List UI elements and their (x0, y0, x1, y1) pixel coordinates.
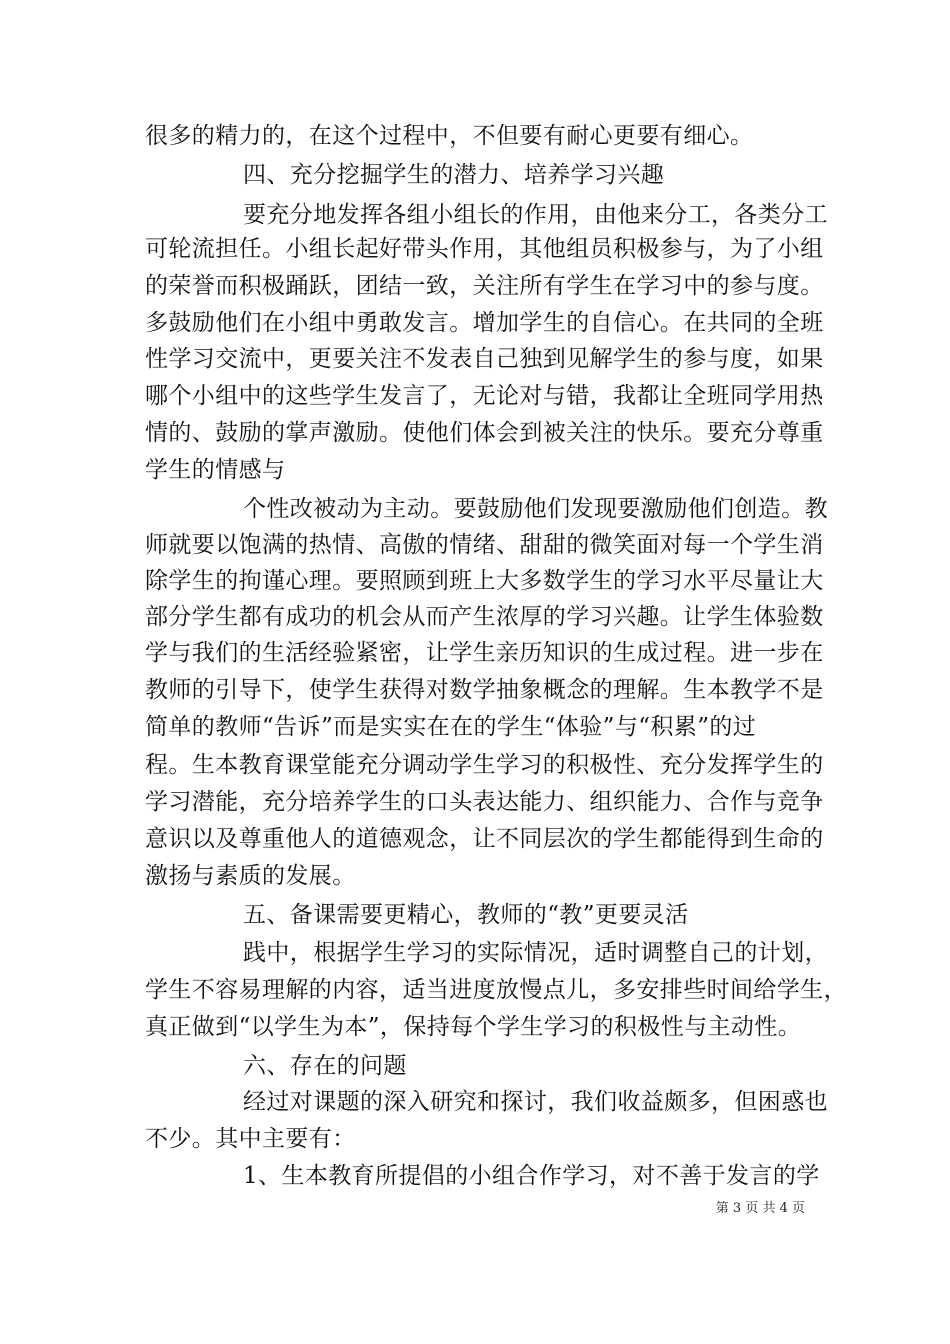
body-text-line: 师就要以饱满的热情、高傲的情绪、甜甜的微笑面对每一个学生消 (145, 532, 824, 558)
body-text-line: 学习潜能，充分培养学生的口头表达能力、组织能力、合作与竞争 (145, 789, 824, 815)
body-text-line: 学生不容易理解的内容，适当进度放慢点儿，多安排些时间给学生， (145, 977, 847, 1003)
section-heading: 四、充分挖掘学生的潜力、培养学习兴趣 (243, 162, 665, 188)
body-text-line: 意识以及尊重他人的道德观念，让不同层次的学生都能得到生命的 (145, 826, 824, 852)
section-heading: 五、备课需要更精心，教师的“教”更要灵活 (243, 902, 689, 928)
body-text-line: 程。生本教育课堂能充分调动学生学习的积极性、充分发挥学生的 (145, 752, 824, 778)
body-text-line: 简单的教师“告诉”而是实实在在的学生“体验”与“积累”的过 (145, 714, 757, 740)
paragraph-first-line: 要充分地发挥各组小组长的作用，由他来分工，各类分工 (243, 202, 828, 228)
body-text-line: 激扬与素质的发展。 (145, 863, 356, 889)
body-text-line: 不少。其中主要有： (145, 1126, 356, 1152)
paragraph-first-line: 践中，根据学生学习的实际情况，适时调整自己的计划， (243, 940, 828, 966)
numbered-item: 1、生本教育所提倡的小组合作学习，对不善于发言的学 (243, 1163, 820, 1189)
body-text-line: 除学生的拘谨心理。要照顾到班上大多数学生的学习水平尽量让大 (145, 568, 824, 594)
body-text-line: 性学习交流中，更要关注不发表自己独到见解学生的参与度，如果 (145, 346, 824, 372)
paragraph-first-line: 个性改被动为主动。要鼓励他们发现要激励他们创造。教 (243, 496, 828, 522)
paragraph-first-line: 经过对课题的深入研究和探讨，我们收益颇多，但困惑也 (243, 1089, 828, 1115)
body-text-line: 很多的精力的，在这个过程中，不但要有耐心更要有细心。 (145, 123, 754, 149)
page-number: 第 3 页 共 4 页 (715, 1201, 805, 1216)
body-text-line: 学与我们的生活经验紧密，让学生亲历知识的生成过程。进一步在 (145, 640, 824, 666)
body-text-line: 情的、鼓励的掌声激励。使他们体会到被关注的快乐。要充分尊重 (145, 420, 824, 446)
body-text-line: 多鼓励他们在小组中勇敢发言。增加学生的自信心。在共同的全班 (145, 310, 824, 336)
body-text-line: 真正做到“以学生为本”，保持每个学生学习的积极性与主动性。 (145, 1014, 802, 1040)
body-text-line: 教师的引导下，使学生获得对数学抽象概念的理解。生本教学不是 (145, 677, 824, 703)
body-text-line: 部分学生都有成功的机会从而产生浓厚的学习兴趣。让学生体验数 (145, 604, 824, 630)
section-heading: 六、存在的问题 (243, 1053, 407, 1079)
body-text-line: 的荣誉而积极踊跃，团结一致，关注所有学生在学习中的参与度。 (145, 273, 824, 299)
body-text-line: 可轮流担任。小组长起好带头作用，其他组员积极参与，为了小组 (145, 236, 824, 262)
body-text-line: 哪个小组中的这些学生发言了，无论对与错，我都让全班同学用热 (145, 383, 824, 409)
body-text-line: 学生的情感与 (145, 457, 286, 483)
